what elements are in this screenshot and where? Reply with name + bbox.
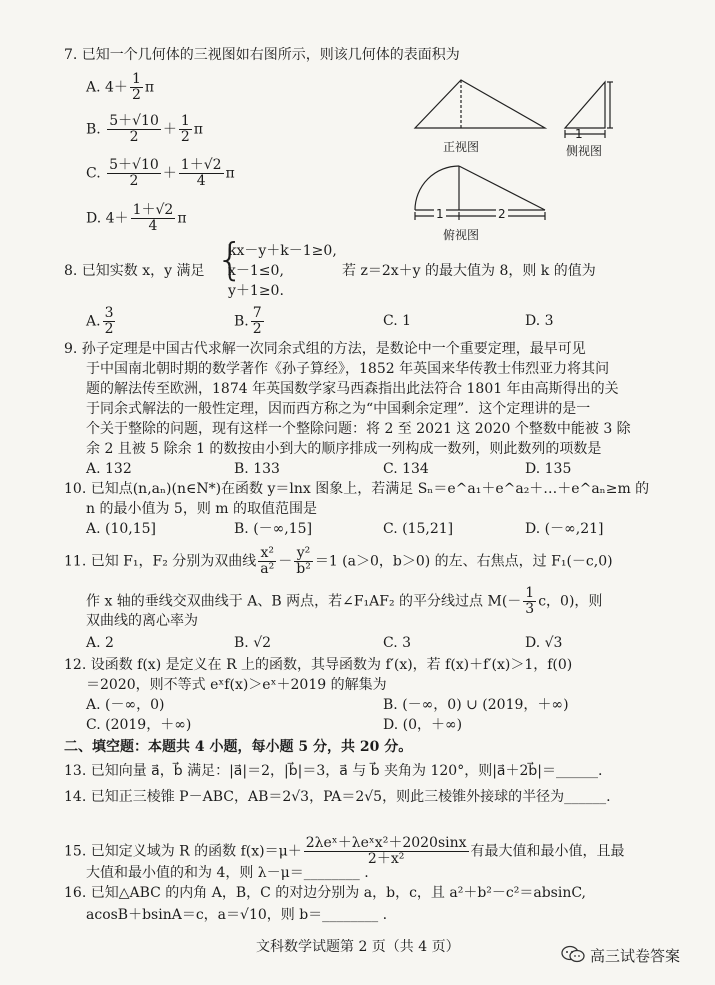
q9-line-1: 9. 孙子定理是中国古代求解一次同余式组的方法，是数论中一个重要定理，最早可见 xyxy=(64,341,586,357)
front-view-caption: 正视图 xyxy=(443,140,480,154)
front-view xyxy=(415,80,545,128)
side-view xyxy=(565,82,613,138)
section-2-heading: 二、填空题：本题共 4 小题，每小题 5 分，共 20 分。 xyxy=(64,739,413,755)
watermark-text: 高三试卷答案 xyxy=(590,947,681,965)
q9-line-2: 于中国南北朝时期的数学著作《孙子算经》，1852 年英国来华传教士伟烈亚力将其问 xyxy=(86,361,610,377)
q8-stem-post: 若 z＝2x＋y 的最大值为 8，则 k 的值为 xyxy=(342,263,596,279)
top-view-dimension-2: 2 xyxy=(498,207,506,221)
q7-option-a: A. 4＋ $\frac{1}{2}$ π xyxy=(86,71,155,103)
q12-option-b: B. (－∞，0) ∪ (2019，＋∞) xyxy=(383,697,569,713)
q9-line-5: 个关于整除的问题，现有这样一个整除问题：将 2 至 2021 这 2020 个整数中能被 3 除 xyxy=(86,421,631,437)
q12-line-1: 12. 设函数 f(x) 是定义在 R 上的函数，其导函数为 f′(x)，若 f(x)＋f′(x)＞1，f(0) xyxy=(64,657,573,673)
wechat-icon xyxy=(560,944,586,964)
q8-constraint-2: x－1≤0, xyxy=(228,263,284,279)
page-footer: 文科数学试题第 2 页（共 4 页） xyxy=(256,939,460,955)
q12-line-2: ＝2020，则不等式 eˣf(x)＞eˣ＋2019 的解集为 xyxy=(86,677,387,693)
q11-option-c: C. 3 xyxy=(383,635,412,651)
top-view-dimension-1: 1 xyxy=(436,207,444,221)
q10-option-b: B. (－∞,15] xyxy=(234,521,313,537)
q12-option-c: C. (2019，＋∞) xyxy=(86,717,192,733)
q9-option-c: C. 134 xyxy=(383,461,429,477)
q15-line-1: 15. 已知定义域为 R 的函数 f(x)＝μ＋ $\frac{\text{2λeˣ＋λeˣx²＋2020sinx}}{\text{2＋x²}}$ 有最大值和最小值，且最 xyxy=(64,835,625,867)
q10-option-c: C. (15,21] xyxy=(383,521,454,537)
q12-option-a: A. (－∞，0) xyxy=(86,697,165,713)
q8-constraint-3: y＋1≥0. xyxy=(228,283,284,299)
top-view-arc xyxy=(415,166,459,210)
front-view-triangle xyxy=(415,80,545,128)
q11-option-b: B. √2 xyxy=(234,635,272,651)
q9-line-3: 题的解法传至欧洲，1874 年英国数学家马西森指出此法符合 1801 年由高斯得出的关 xyxy=(86,381,619,397)
q8-constraint-1: kx－y＋k－1≥0, xyxy=(228,243,337,259)
q9-option-a: A. 132 xyxy=(86,461,132,477)
q11-line-2: 作 x 轴的垂线交双曲线于 A、B 两点，若∠F₁AF₂ 的平分线过点 M(－ $\frac{1}{3}$ c，0)，则 xyxy=(86,585,603,617)
q8-brace: { xyxy=(216,234,244,285)
q9-line-6: 余 2 且被 5 除余 1 的数按由小到大的顺序排成一列构成一数列，则此数列的项数是 xyxy=(86,441,602,457)
q8-stem-pre: 8. 已知实数 x，y 满足 xyxy=(64,263,205,279)
q8-option-d: D. 3 xyxy=(525,313,554,329)
q9-option-b: B. 133 xyxy=(234,461,280,477)
q13: 13. 已知向量 a⃗，b⃗ 满足：|a⃗|＝2，|b⃗|＝3，a⃗ 与 b⃗ 夹角为 120°，则|a⃗＋2b⃗|＝______. xyxy=(64,763,603,779)
top-view-slant xyxy=(459,166,545,210)
q8-option-c: C. 1 xyxy=(383,313,412,329)
q10-option-a: A. (10,15] xyxy=(86,521,157,537)
q12-option-d: D. (0，＋∞) xyxy=(383,717,463,733)
q9-option-d: D. 135 xyxy=(525,461,572,477)
three-view-figure xyxy=(405,70,635,250)
q14: 14. 已知正三棱锥 P－ABC，AB＝2√3，PA＝2√5，则此三棱锥外接球的半径为______. xyxy=(64,789,611,805)
q8-option-a: A. $\frac{3}{2}$ xyxy=(86,305,114,337)
q7-stem: 7. 已知一个几何体的三视图如右图所示，则该几何体的表面积为 xyxy=(64,47,460,63)
q11-line-3: 双曲线的离心率为 xyxy=(86,613,198,629)
q10-line-1: 10. 已知点(n,aₙ)(n∈N*)在函数 y＝lnx 图象上，若满足 Sₙ＝e^a₁＋e^a₂＋…＋e^aₙ≥m 的 xyxy=(64,481,650,497)
q11-line-1: 11. 已知 F₁，F₂ 分别为双曲线 $\frac{\text{x²}}{\text{a²}}$ － $\frac{\text{y²}}{\text{b²}}$ ＝1 (a＞0，b＞0) 的左、右焦点，过 F₁(－c,0) xyxy=(64,545,613,577)
q10-line-2: n 的最小值为 5，则 m 的取值范围是 xyxy=(86,501,317,517)
side-view-dimension-label: 1 xyxy=(575,127,583,141)
q9-line-4: 于同余式解法的一般性定理，因而西方称之为“中国剩余定理”．这个定理讲的是一 xyxy=(86,401,591,417)
q11-option-a: A. 2 xyxy=(86,635,114,651)
side-view-triangle xyxy=(565,82,605,128)
q10-option-d: D. (－∞,21] xyxy=(525,521,604,537)
q11-option-d: D. √3 xyxy=(525,635,563,651)
q16-line-1: 16. 已知△ABC 的内角 A，B，C 的对边分别为 a，b，c，且 a²＋b²－c²＝absinC, xyxy=(64,885,586,901)
q15-line-2: 大值和最小值的和为 4，则 λ－μ＝________ . xyxy=(86,865,369,881)
top-view-caption: 俯视图 xyxy=(443,228,480,242)
q7-option-b: B. $\frac{5+√10}{2}$ ＋ $\frac{1}{2}$ π xyxy=(86,113,203,145)
q7-option-d: D. 4＋ $\frac{1+√2}{4}$ π xyxy=(86,202,187,234)
q8-option-b: B. $\frac{7}{2}$ xyxy=(234,305,262,337)
q16-line-2: acosB＋bsinA＝c，a＝√10，则 b＝________ . xyxy=(86,907,388,923)
q7-option-c: C. $\frac{5+√10}{2}$ ＋ $\frac{1+√2}{4}$ π xyxy=(86,157,235,189)
side-view-caption: 侧视图 xyxy=(566,144,603,158)
